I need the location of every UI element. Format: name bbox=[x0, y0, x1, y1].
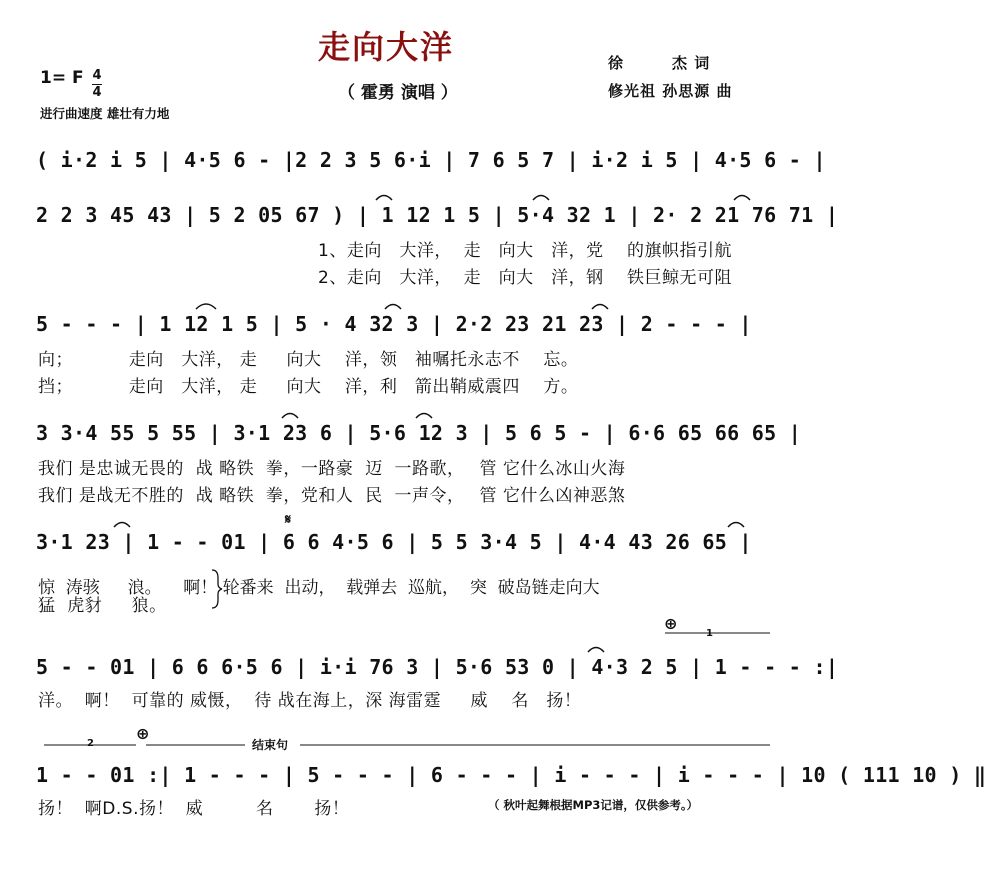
slur bbox=[196, 304, 216, 309]
slur bbox=[416, 414, 432, 419]
notation-row-6: 5 - - 01 | 6 6 6·5 6 | i·i 76 3 | 5·6 53 0 | 4·3 2 5 | 1 - - - :| bbox=[36, 655, 839, 679]
notation-row-4: 3 3·4 55 5 55 | 3·1 23 6 | 5·6 12 3 | 5 6 5 - | 6·6 65 66 65 | bbox=[36, 421, 802, 445]
slur bbox=[533, 196, 549, 201]
lyric-row-2-verse-2: 2、走向 大洋， 走 向大 洋，钢 铁巨鲸无可阻 bbox=[318, 268, 733, 288]
lyric-row-4-verse-1: 我们 是忠诚无畏的 战 略铁 拳，一路豪 迈 一路歌， 管 它什么冰山火海 bbox=[38, 459, 626, 479]
composer-credit: 修光祖 孙思源 曲 bbox=[608, 82, 733, 100]
notation-row-5: 3·1 23 | 1 - - 01 | 6 6 4·5 6 | 5 5 3·4 5 | 4·4 43 26 65 | bbox=[36, 530, 752, 554]
slur bbox=[734, 196, 750, 201]
notation-row-2: 2 2 3 45 43 | 5 2 05 67 ) | 1 12 1 5 | 5·4 32 1 | 2· 2 21 76 71 | bbox=[36, 203, 839, 227]
lyric-row-5-verse-1: 惊 涛骇 浪。 啊！ 轮番来 出动， 载弹去 巡航， 突 破岛链走向大 bbox=[38, 578, 600, 598]
lyric-row-7: 扬！ 啊D.S.扬！ 威 名 扬！ bbox=[38, 799, 350, 819]
coda-mark-lower: ⊕ bbox=[136, 724, 150, 743]
notation-row-3: 5 - - - | 1 12 1 5 | 5 · 4 32 3 | 2·2 23 21 23 | 2 - - - | bbox=[36, 312, 752, 336]
volta-1-label: 1 bbox=[706, 628, 713, 639]
tempo-marking: 进行曲速度 雄壮有力地 bbox=[40, 106, 170, 121]
performer-credit: （ 霍勇 演唱 ） bbox=[338, 83, 458, 103]
lyric-row-4-verse-2: 我们 是战无不胜的 战 略铁 拳，党和人 民 一声令， 管 它什么凶神恶煞 bbox=[38, 486, 626, 506]
lyric-row-3-verse-2: 挡； 走向 大洋， 走 向大 洋，利 箭出鞘威震四 方。 bbox=[38, 377, 579, 397]
ending-label: 结束句 bbox=[252, 738, 289, 752]
notation-row-1: ( i·2 i 5 | 4·5 6 - |2 2 3 5 6·i | 7 6 5 7 | i·2 i 5 | 4·5 6 - | bbox=[36, 148, 826, 172]
lyric-row-6: 洋。 啊！ 可靠的 威慑， 待 战在海上，深 海雷霆 威 名 扬！ bbox=[38, 691, 582, 711]
slur bbox=[376, 196, 392, 201]
slur bbox=[728, 523, 744, 528]
segno-mark: 𝄋 bbox=[285, 512, 292, 528]
slur bbox=[588, 648, 604, 653]
footnote: （ 秋叶起舞根据MP3记谱，仅供参考。） bbox=[488, 798, 699, 812]
time-numerator: 4 bbox=[92, 68, 102, 83]
notation-row-7: 1 - - 01 :| 1 - - - | 5 - - - | 6 - - - | i - - - | i - - - | 10 ( 111 10 ) ‖ bbox=[36, 763, 986, 787]
lyric-brace bbox=[212, 570, 222, 608]
slur bbox=[385, 305, 401, 310]
lyric-row-5-verse-2: 猛 虎豺 狼。 bbox=[38, 596, 167, 616]
song-title: 走向大洋 bbox=[318, 28, 455, 66]
volta-2-label: 2 bbox=[87, 738, 94, 749]
slur bbox=[282, 414, 298, 419]
slur bbox=[592, 305, 608, 310]
time-denominator: 4 bbox=[92, 85, 102, 100]
lyric-row-3-verse-1: 向； 走向 大洋， 走 向大 洋，领 袖嘱托永志不 忘。 bbox=[38, 350, 579, 370]
key-signature: 1= F bbox=[40, 68, 84, 88]
coda-mark-upper: ⊕ bbox=[664, 614, 678, 633]
slur bbox=[114, 523, 130, 528]
lyricist-credit: 徐 杰 词 bbox=[608, 54, 711, 72]
lyric-row-2-verse-1: 1、走向 大洋， 走 向大 洋，党 的旗帜指引航 bbox=[318, 241, 733, 261]
